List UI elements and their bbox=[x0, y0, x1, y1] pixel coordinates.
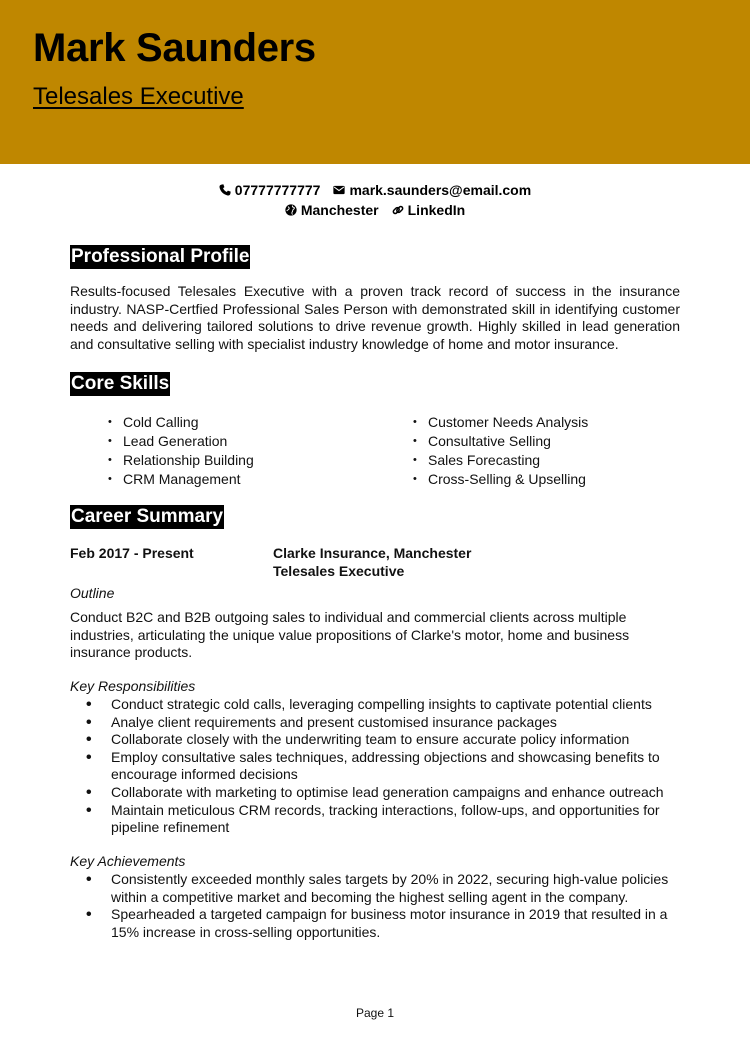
skill-item: • Lead Generation bbox=[108, 432, 228, 449]
contact-row-2 bbox=[0, 202, 750, 218]
header-band bbox=[0, 0, 750, 164]
skill-item: • Consultative Selling bbox=[413, 432, 551, 449]
contact-row-1 bbox=[0, 182, 750, 198]
list-item: • Analye client requirements and present customised insurance packages bbox=[86, 713, 557, 731]
profile-heading: Professional Profile bbox=[71, 246, 250, 267]
list-item: • Employ consultative sales techniques, addressing objections and showcasing benefits to encourage informed decisions bbox=[86, 748, 660, 783]
job-role: Telesales Executive bbox=[273, 563, 405, 579]
candidate-title: Telesales Executive bbox=[33, 83, 244, 110]
skill-item: • Cold Calling bbox=[108, 413, 199, 430]
skill-item: • Sales Forecasting bbox=[413, 451, 541, 468]
envelope-icon bbox=[333, 184, 345, 196]
contact-email[interactable] bbox=[333, 182, 531, 198]
skill-item: • CRM Management bbox=[108, 470, 241, 487]
career-heading: Career Summary bbox=[71, 506, 224, 527]
list-item: • Consistently exceeded monthly sales targets by 20% in 2022, securing high-value policies within a competitive market and becoming the highest selling agent in the company. bbox=[86, 871, 669, 905]
responsibilities-list bbox=[86, 696, 676, 837]
list-item: • Conduct strategic cold calls, leveraging compelling insights to captivate potential clients bbox=[86, 696, 652, 713]
profile-text: Results-focused Telesales Executive with a proven track record of success in the insurance industry. NASP-Certfied Professional Sales Person with demonstrated skill in identifying customer needs and delivering tailored solutions to drive revenue growth. Highly skilled in lead generation and consultative selling with specialist industry knowledge of home and motor insurance. bbox=[70, 283, 680, 352]
location-value: Manchester bbox=[300, 202, 379, 218]
job-dates: Feb 2017 - Present bbox=[70, 545, 194, 561]
list-item: • Collaborate with marketing to optimise lead generation campaigns and enhance outreach bbox=[86, 783, 664, 801]
list-item: • Spearheaded a targeted campaign for business motor insurance in 2019 that resulted in a 15% increase in cross-selling opportunities. bbox=[86, 906, 668, 940]
outline-text: Conduct B2C and B2B outgoing sales to individual and commercial clients across multiple industries, articulating the unique value propositions of Clarke's motor, home and business insurance products. bbox=[70, 609, 630, 661]
globe-icon bbox=[285, 204, 297, 216]
skills-list bbox=[108, 412, 668, 488]
candidate-name: Mark Saunders bbox=[33, 26, 316, 70]
skill-item: • Relationship Building bbox=[108, 451, 254, 468]
skill-item: • Cross-Selling & Upselling bbox=[413, 470, 586, 487]
outline-label: Outline bbox=[70, 585, 115, 601]
skills-heading: Core Skills bbox=[71, 373, 170, 394]
phone-icon bbox=[219, 184, 231, 196]
skill-item: • Customer Needs Analysis bbox=[413, 413, 589, 430]
phone-value: 07777777777 bbox=[234, 182, 321, 198]
linkedin-value: LinkedIn bbox=[407, 202, 466, 218]
list-item: • Maintain meticulous CRM records, tracking interactions, follow-ups, and opportunities for pipeline refinement bbox=[86, 801, 660, 836]
contact-linkedin[interactable] bbox=[392, 202, 466, 218]
achievements-list bbox=[86, 871, 676, 941]
page-number: Page 1 bbox=[355, 1006, 395, 1020]
job-company: Clarke Insurance, Manchester bbox=[273, 545, 472, 561]
achievements-label: Key Achievements bbox=[70, 853, 186, 869]
responsibilities-label: Key Responsibilities bbox=[70, 678, 196, 694]
link-icon bbox=[392, 204, 404, 216]
contact-phone bbox=[219, 182, 321, 198]
email-value: mark.saunders@email.com bbox=[349, 182, 532, 198]
list-item: • Collaborate closely with the underwriting team to ensure accurate policy information bbox=[86, 731, 630, 749]
contact-location bbox=[285, 202, 379, 218]
